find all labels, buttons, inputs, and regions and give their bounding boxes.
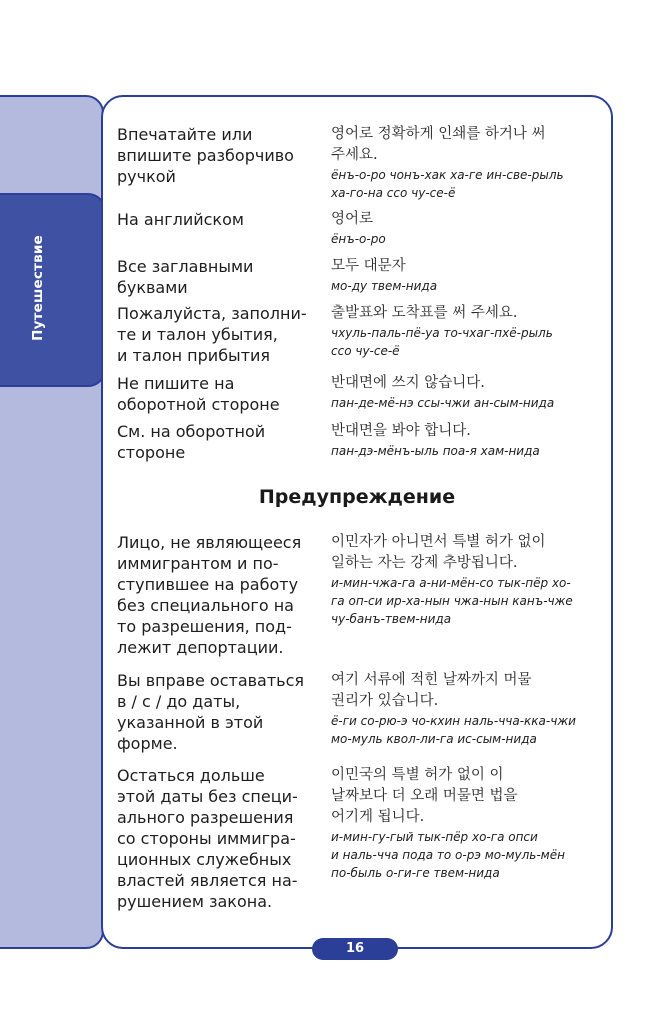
korean-phrase: 이민자가 아니면서 특별 허가 없이 일하는 자는 강제 추방됩니다. [331,534,546,571]
korean-block [331,670,601,748]
korean-phrase: 영어로 [331,211,374,227]
korean-block [331,124,601,202]
page-number: 16 [312,938,398,960]
transliteration: и-мин-гу-гый тык-пёр хо-га опси и наль-чча пода то о-рэ мо-муль-мён по-быль о-ги-ге твем-нида [331,830,565,880]
transliteration: мо-ду твем-нида [331,279,438,293]
transliteration: ёнъ-о-ро [331,232,386,246]
transliteration: пан-дэ-мёнъ-ыль поа-я хам-нида [331,444,540,458]
transliteration: ёнъ-о-ро чонъ-хак ха-ге ин-све-рыль ха-го-на ссо чу-се-ё [331,168,564,200]
russian-phrase: Вы вправе оставаться в / с / до даты, указанной в этой форме. [117,671,305,753]
chapter-tab[interactable] [0,193,106,387]
russian-phrase: Остаться дольше этой даты без специ- ального разрешения со стороны иммигра- ционных служебных властей является на- рушением закона. [117,766,298,911]
korean-phrase: 여기 서류에 적힌 날짜까지 머물 권리가 있습니다. [331,672,532,709]
russian-phrase: Все заглавными буквами [117,257,254,297]
korean-block [331,256,601,295]
russian-phrase: Пожалуйста, заполни- те и талон убытия, и талон прибытия [117,304,307,365]
korean-block [331,209,601,248]
korean-block [331,765,601,882]
korean-phrase: 반대면에 쓰지 않습니다. [331,375,485,391]
korean-phrase: 영어로 정확하게 인쇄를 하거나 써 주세요. [331,126,546,163]
korean-phrase: 모두 대문자 [331,258,406,274]
warning-heading: Предупреждение [258,486,456,508]
russian-phrase: См. на оборотной стороне [117,422,266,462]
transliteration: чхуль-паль-пё-уа то-чхаг-пхё-рыль ссо чу-се-ё [331,326,553,358]
korean-phrase: 출발표와 도착표를 써 주세요. [331,305,518,321]
korean-phrase: 반대면을 봐야 합니다. [331,423,471,439]
chapter-tab-label: Путешествие [30,235,46,341]
korean-phrase: 이민국의 특별 허가 없이 이 날짜보다 더 오래 머물면 법을 어기게 됩니다. [331,767,518,825]
russian-phrase: Впечатайте или впишите разборчиво ручкой [117,125,294,186]
russian-phrase: Лицо, не являющееся иммигрантом и по- ступившее на работу без специального на то разрешения, под- лежит депортации. [117,533,302,657]
transliteration: ё-ги со-рю-э чо-кхин наль-чча-кка-чжи мо-муль квол-ли-га ис-сым-нида [331,714,576,746]
korean-block [331,303,601,360]
transliteration: пан-де-мё-нэ ссы-чжи ан-сым-нида [331,396,555,410]
korean-block [331,532,601,628]
korean-block [331,373,601,412]
russian-phrase: Не пишите на оборотной стороне [117,374,280,414]
korean-block [331,421,601,460]
transliteration: и-мин-чжа-га а-ни-мён-со тык-пёр хо- га оп-си ир-ха-нын чжа-нын канъ-чже чу-банъ-твем-нида [331,576,573,626]
russian-phrase: На английском [117,210,244,229]
